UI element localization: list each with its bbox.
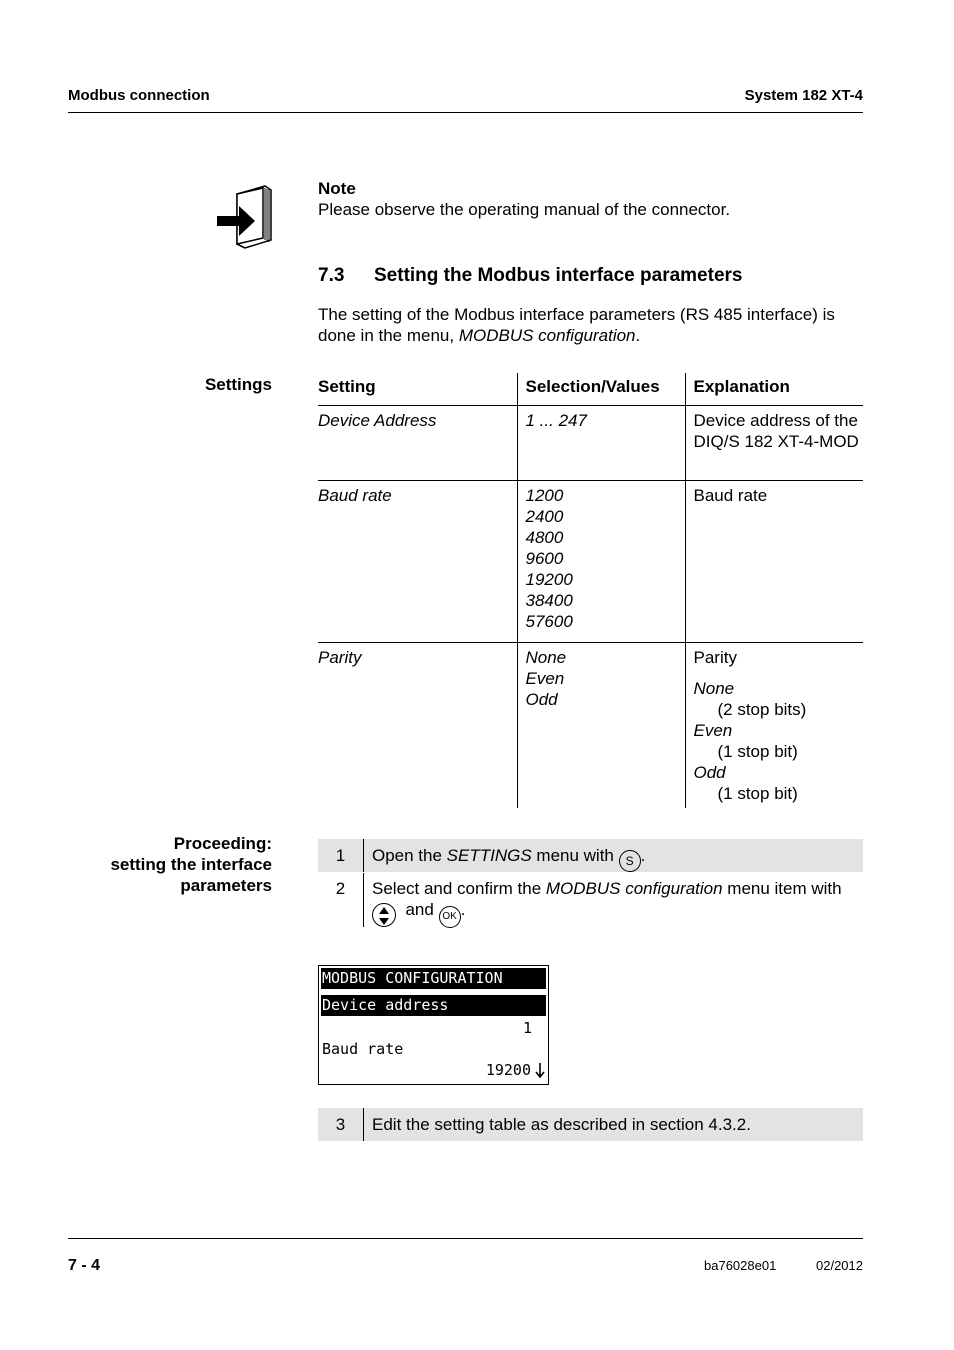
- ok-key-icon: OK: [439, 906, 461, 928]
- settings-label: Settings: [204, 375, 272, 394]
- setting-name: Device Address: [318, 411, 437, 430]
- header-rule: [68, 112, 863, 113]
- section-title: Setting the Modbus interface parameters: [374, 265, 743, 286]
- menu-name: SETTINGS: [446, 846, 532, 865]
- value-item: 38400: [525, 591, 573, 610]
- proceeding-heading: [110, 833, 272, 896]
- step-2: [318, 873, 863, 927]
- step-3: [318, 1108, 863, 1141]
- display-value: 19200: [485, 1061, 531, 1079]
- value-item: 9600: [525, 549, 564, 568]
- footer-rule: [68, 1238, 863, 1239]
- note-text: Please observe the operating manual of the connector.: [318, 200, 731, 219]
- display-item-selected: Device address: [321, 995, 546, 1016]
- intro-menu-name: MODBUS configuration: [458, 326, 636, 345]
- step-1: [318, 839, 863, 872]
- up-down-key-icon: [372, 903, 396, 927]
- column-header-values: Selection/Values: [517, 373, 685, 406]
- step-text: Edit the setting table as described in section 4.3.2.: [372, 1115, 751, 1134]
- explanation-text: Baud rate: [685, 481, 863, 643]
- setting-name: Baud rate: [318, 486, 392, 505]
- header-left: Modbus connection: [68, 87, 210, 104]
- step-number: 3: [335, 1115, 346, 1134]
- value-item: 4800: [525, 528, 564, 547]
- book-arrow-icon: [215, 184, 273, 250]
- note-title: Note: [318, 179, 356, 198]
- table-header-row: [318, 373, 863, 406]
- parity-option-desc: (1 stop bit): [717, 742, 798, 761]
- value-item: 1200: [525, 486, 564, 505]
- setting-name: Parity: [318, 648, 362, 667]
- explanation-title: Parity: [693, 648, 737, 667]
- settings-table: [318, 373, 863, 808]
- section-number: 7.3: [318, 265, 345, 286]
- value-item: Even: [525, 669, 565, 688]
- display-value: 1: [522, 1019, 532, 1037]
- value-item: 2400: [525, 507, 564, 526]
- value-item: Odd: [525, 690, 558, 709]
- step-text: Open the SETTINGS menu with S .: [372, 845, 857, 872]
- display-title: MODBUS CONFIGURATION: [321, 968, 546, 989]
- value-item: 1 ... 247: [525, 411, 587, 430]
- step-number: 1: [335, 846, 346, 865]
- step-text: Select and confirm the MODBUS configuration menu item with and OK .: [372, 878, 857, 928]
- parity-option-desc: (2 stop bits): [717, 700, 807, 719]
- device-display: [318, 965, 549, 1085]
- value-item: 19200: [525, 570, 573, 589]
- parity-option-desc: (1 stop bit): [717, 784, 798, 803]
- parity-option-name: Even: [693, 721, 733, 740]
- table-row: [318, 481, 863, 643]
- explanation-text: Device address of the DIQ/S 182 XT-4-MOD: [685, 406, 863, 481]
- proceeding-line: setting the interface: [110, 855, 272, 874]
- column-header-explanation: Explanation: [685, 373, 863, 406]
- proceeding-line: parameters: [180, 876, 272, 895]
- table-row: [318, 643, 863, 809]
- arrow-down-icon: [535, 1062, 545, 1079]
- column-header-setting: Setting: [318, 373, 517, 406]
- value-item: 57600: [525, 612, 573, 631]
- step-number: 2: [335, 879, 346, 898]
- value-item: None: [525, 648, 567, 667]
- display-item: Baud rate: [322, 1040, 404, 1058]
- menu-name: MODBUS configuration: [545, 879, 723, 898]
- intro-paragraph: The setting of the Modbus interface parameters (RS 485 interface) is done in the menu, MODBUS configuration.: [318, 305, 835, 345]
- s-key-icon: S: [619, 850, 641, 872]
- page-number: 7 - 4: [68, 1257, 101, 1274]
- parity-option-name: None: [693, 679, 735, 698]
- document-date: 02/2012: [816, 1258, 863, 1273]
- header-right: System 182 XT-4: [744, 87, 863, 104]
- parity-option-name: Odd: [693, 763, 726, 782]
- table-row: [318, 406, 863, 481]
- proceeding-line: Proceeding:: [173, 834, 272, 853]
- document-id: ba76028e01: [704, 1258, 777, 1273]
